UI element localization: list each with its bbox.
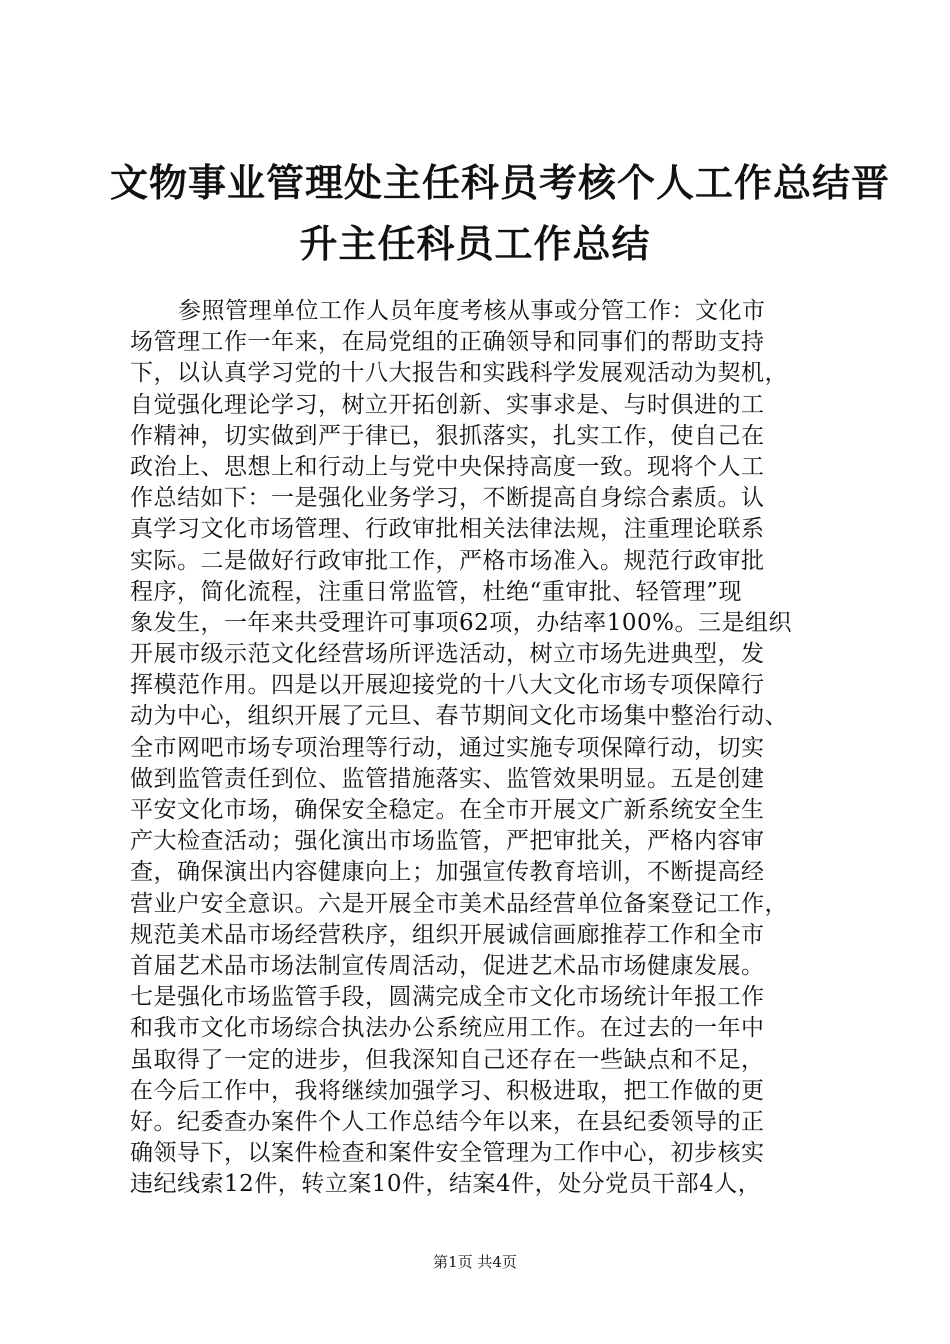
body-line: 查，确保演出内容健康向上；加强宣传教育培训，不断提高经: [130, 859, 765, 886]
document-body: [130, 296, 830, 1200]
page-footer: 第1页 共4页: [433, 1253, 517, 1271]
body-line: 动为中心，组织开展了元旦、春节期间文化市场集中整治行动、: [130, 703, 788, 730]
body-line: 好。纪委查办案件个人工作总结今年以来，在县纪委领导的正: [130, 1108, 765, 1135]
body-line: 营业户安全意识。六是开展全市美术品经营单位备案登记工作，: [130, 890, 788, 917]
body-line: 实际。二是做好行政审批工作，严格市场准入。规范行政审批: [130, 547, 765, 574]
body-line: 做到监管责任到位、监管措施落实、监管效果明显。五是创建: [130, 765, 765, 792]
body-line: 挥模范作用。四是以开展迎接党的十八大文化市场专项保障行: [130, 672, 765, 699]
document-title-line-2: 升主任科员工作总结: [299, 221, 651, 266]
body-line: 虽取得了一定的进步，但我深知自己还存在一些缺点和不足，: [130, 1046, 765, 1073]
body-line: 在今后工作中，我将继续加强学习、积极进取，把工作做的更: [130, 1077, 765, 1104]
body-line: 规范美术品市场经营秩序，组织开展诚信画廊推荐工作和全市: [130, 921, 765, 948]
body-line: 程序，简化流程，注重日常监管，杜绝“重审批、轻管理”现: [130, 578, 743, 605]
body-line: 开展市级示范文化经营场所评选活动，树立市场先进典型，发: [130, 641, 765, 668]
body-line: 场管理工作一年来，在局党组的正确领导和同事们的帮助支持: [130, 329, 765, 356]
body-line: 真学习文化市场管理、行政审批相关法律法规，注重理论联系: [130, 516, 765, 543]
body-line: 政治上、思想上和行动上与党中央保持高度一致。现将个人工: [130, 453, 765, 480]
body-line: 违纪线索12件，转立案10件，结案4件，处分党员干部4人，: [130, 1171, 762, 1198]
body-line: 象发生，一年来共受理许可事项62项，办结率100%。三是组织: [130, 609, 793, 636]
body-line: 自觉强化理论学习，树立开拓创新、实事求是、与时俱进的工: [130, 391, 765, 418]
body-line: 平安文化市场，确保安全稳定。在全市开展文广新系统安全生: [130, 797, 765, 823]
body-line: 作总结如下：一是强化业务学习，不断提高自身综合素质。认: [130, 485, 765, 512]
body-line: 下，以认真学习党的十八大报告和实践科学发展观活动为契机，: [130, 360, 788, 387]
body-line: 和我市文化市场综合执法办公系统应用工作。在过去的一年中: [130, 1015, 765, 1042]
document-title-line-1: 文物事业管理处主任科员考核个人工作总结晋: [110, 160, 891, 205]
body-line: 首届艺术品市场法制宣传周活动，促进艺术品市场健康发展。: [130, 952, 765, 979]
body-line: 作精神，切实做到严于律已，狠抓落实，扎实工作，使自己在: [130, 422, 765, 449]
body-line: 全市网吧市场专项治理等行动，通过实施专项保障行动，切实: [130, 734, 765, 761]
body-line: 确领导下，以案件检查和案件安全管理为工作中心，初步核实: [130, 1140, 765, 1167]
body-line: 产大检查活动；强化演出市场监管，严把审批关，严格内容审: [130, 828, 765, 855]
body-line: 参照管理单位工作人员年度考核从事或分管工作：文化市: [178, 298, 766, 324]
body-line: 七是强化市场监管手段，圆满完成全市文化市场统计年报工作: [130, 984, 765, 1011]
